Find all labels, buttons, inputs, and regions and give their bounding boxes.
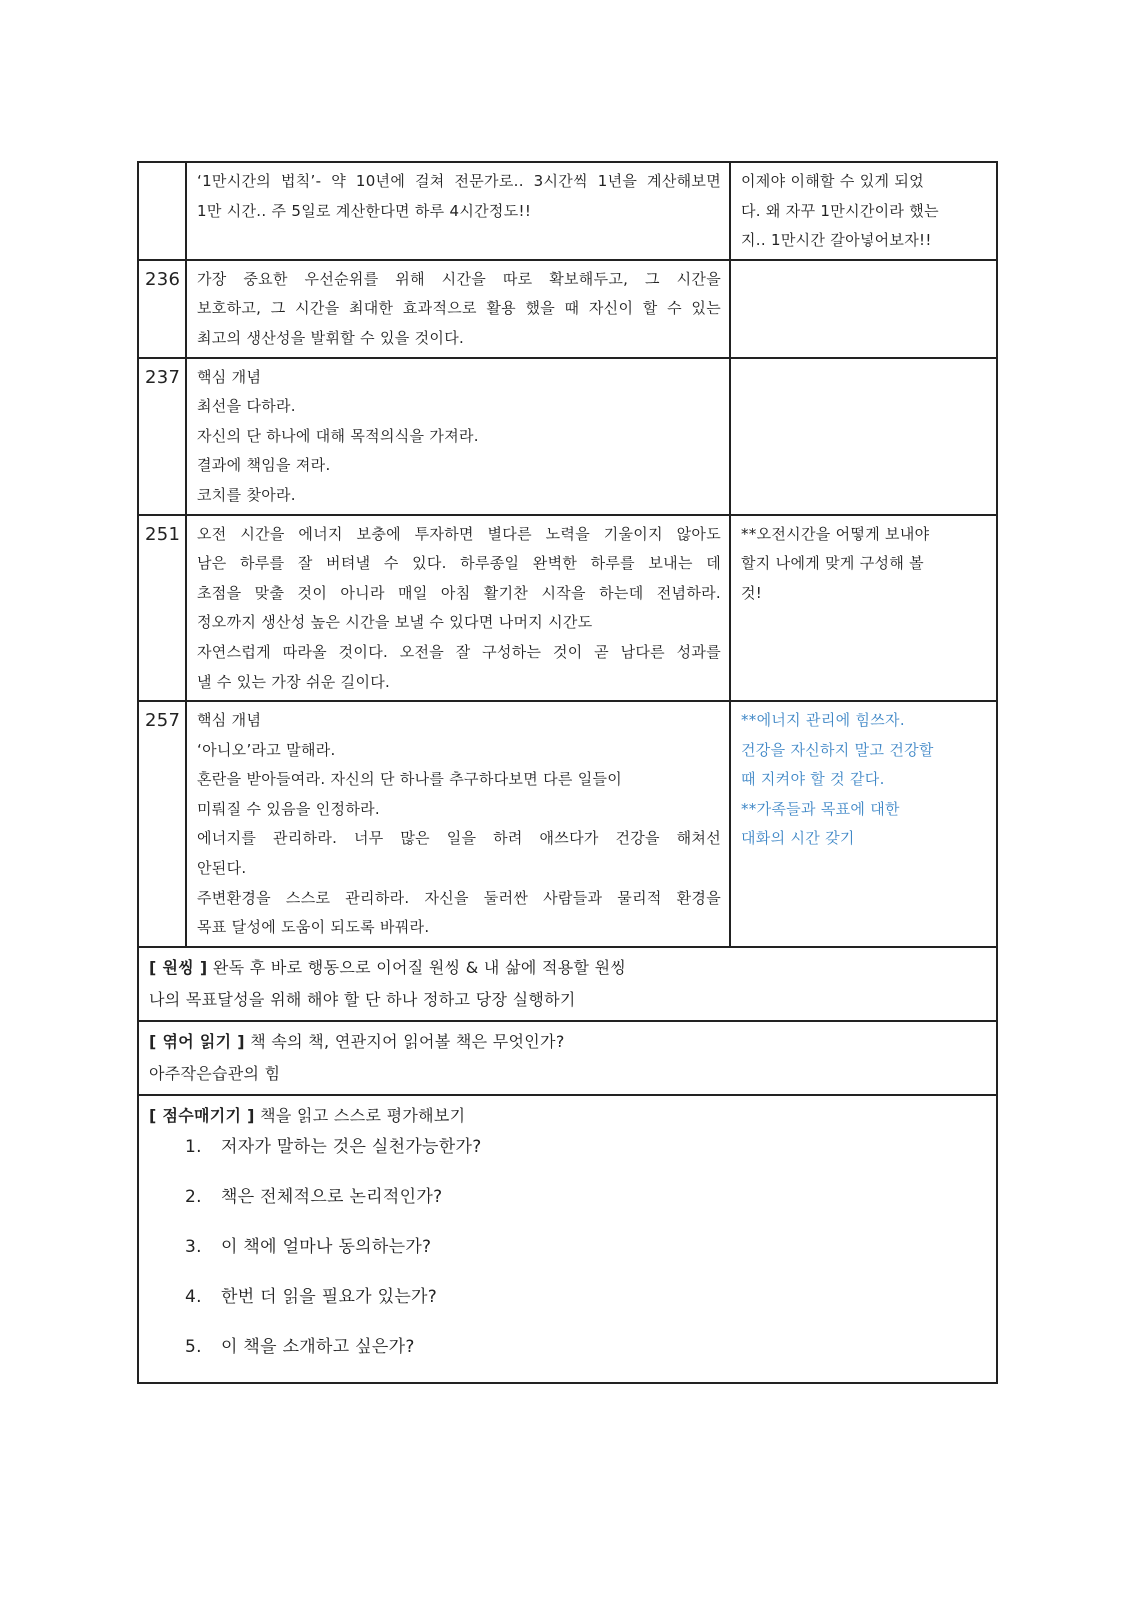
excerpt-line: ‘1만시간의 법칙’- 약 10년에 걸쳐 전문가로.. 3시간씩 1년을 계산해보면 [197,172,721,190]
excerpt-line: 코치를 찾아라. [197,485,296,504]
excerpt-cell [186,358,730,515]
excerpt-line: 1만 시간.. 주 5일로 계산한다면 하루 4시간정도!! [197,201,532,220]
excerpt-line: 혼란을 받아들여라. 자신의 단 하나를 추구하다보면 다른 일들이 [197,770,623,789]
scoring-heading [149,1100,986,1132]
excerpt-line: 최고의 생산성을 발휘할 수 있을 것이다. [197,328,465,347]
excerpt-line: 핵심 개념 [197,367,262,386]
excerpt-line: 목표 달성에 도움이 되도록 바꿔라. [197,918,430,937]
scoring-question [149,1184,986,1210]
page-number [138,162,186,260]
memo-line: 지.. 1만시간 갈아넣어보자!! [741,231,932,250]
memo-line: 다. 왜 자꾸 1만시간이라 했는 [741,201,939,220]
question-text: 이 책에 얼마나 동의하는가? [221,1236,432,1257]
notes-table [137,161,998,948]
question-text: 이 책을 소개하고 싶은가? [221,1336,415,1357]
excerpt-line: 초점을 맞출 것이 아니라 매일 아침 활기찬 시작을 하는데 전념하라. [197,583,721,602]
excerpt-line: 자신의 단 하나에 대해 목적의식을 가져라. [197,426,479,445]
one-thing-heading-bracket: [ 원씽 ] [149,957,208,977]
scoring-question-list [149,1132,986,1378]
page-number: 236 [138,260,186,358]
scoring-question [149,1134,986,1160]
note-row [138,701,997,947]
note-row [138,515,997,702]
page-number: 257 [138,701,186,947]
scoring-heading-bracket: [ 점수매기기 ] [149,1105,255,1125]
linked-reading-heading [149,1026,986,1058]
memo-cell [730,260,997,358]
excerpt-line: 주변환경을 스스로 관리하라. 자신을 둘러싼 사람들과 물리적 환경을 [197,888,721,907]
question-number: 4. [185,1286,202,1307]
question-text: 책은 전체적으로 논리적인가? [221,1186,443,1207]
scoring-heading-text: 책을 읽고 스스로 평가해보기 [254,1105,466,1125]
memo-line: 대화의 시간 갖기 [741,829,855,848]
reading-notes-page [137,161,998,1384]
note-row [138,162,997,260]
question-text: 저자가 말하는 것은 실천가능한가? [221,1136,482,1157]
linked-reading-section [137,1022,998,1096]
linked-reading-heading-bracket: [ 엮어 읽기 ] [149,1031,245,1051]
question-number: 3. [185,1236,202,1257]
note-row [138,358,997,515]
excerpt-line: 낼 수 있는 가장 쉬운 길이다. [197,672,391,691]
excerpt-cell [186,162,730,260]
memo-line: **오전시간을 어떻게 보내야 [741,524,930,543]
scoring-question [149,1284,986,1310]
excerpt-line: 남은 하루를 잘 버텨낼 수 있다. 하루종일 완벽한 하루를 보내는 데 [197,554,721,573]
excerpt-cell [186,515,730,702]
excerpt-line: 보호하고, 그 시간을 최대한 효과적으로 활용 했을 때 자신이 할 수 있는 [197,299,721,318]
excerpt-line: 자연스럽게 따라올 것이다. 오전을 잘 구성하는 것이 곧 남다른 성과를 [197,642,721,661]
memo-line: 것! [741,583,763,602]
memo-cell [730,162,997,260]
memo-line: **가족들과 목표에 대한 [741,799,900,818]
question-number: 1. [185,1136,202,1157]
excerpt-line: 핵심 개념 [197,711,262,730]
excerpt-line: 정오까지 생산성 높은 시간을 보낼 수 있다면 나머지 시간도 [197,613,593,632]
one-thing-section [137,948,998,1022]
excerpt-cell [186,260,730,358]
excerpt-line: 안된다. [197,859,247,878]
memo-cell [730,358,997,515]
excerpt-line: 최선을 다하라. [197,397,296,416]
one-thing-heading [149,952,986,984]
memo-line: 이제야 이해할 수 있게 되었 [741,172,924,190]
excerpt-line: 에너지를 관리하라. 너무 많은 일을 하려 애쓰다가 건강을 해쳐선 [197,829,721,848]
question-number: 5. [185,1336,202,1357]
linked-reading-heading-text: 책 속의 책, 연관지어 읽어볼 책은 무엇인가? [244,1031,565,1051]
memo-line: 때 지켜야 할 것 같다. [741,770,885,789]
excerpt-cell [186,701,730,947]
excerpt-line: 미뤄질 수 있음을 인정하라. [197,799,380,818]
scoring-section [137,1096,998,1384]
linked-reading-body: 아주작은습관의 힘 [149,1063,281,1083]
memo-cell [730,515,997,702]
question-text: 한번 더 읽을 필요가 있는가? [221,1286,438,1307]
page-number: 237 [138,358,186,515]
page-number: 251 [138,515,186,702]
scoring-question [149,1334,986,1360]
one-thing-body: 나의 목표달성을 위해 해야 할 단 하나 정하고 당장 실행하기 [149,989,576,1009]
scoring-question [149,1234,986,1260]
excerpt-line: 오전 시간을 에너지 보충에 투자하면 별다른 노력을 기울이지 않아도 [197,524,721,543]
memo-cell [730,701,997,947]
memo-line: 할지 나에게 맞게 구성해 볼 [741,554,924,573]
excerpt-line: ‘아니오’라고 말해라. [197,740,336,759]
excerpt-line: 가장 중요한 우선순위를 위해 시간을 따로 확보해두고, 그 시간을 [197,269,721,288]
memo-line: 건강을 자신하지 말고 건강할 [741,740,934,759]
excerpt-line: 결과에 책임을 져라. [197,456,331,475]
memo-line: **에너지 관리에 힘쓰자. [741,711,905,730]
one-thing-heading-text: 완독 후 바로 행동으로 이어질 원씽 & 내 삶에 적용할 원씽 [207,957,627,977]
question-number: 2. [185,1186,202,1207]
note-row [138,260,997,358]
